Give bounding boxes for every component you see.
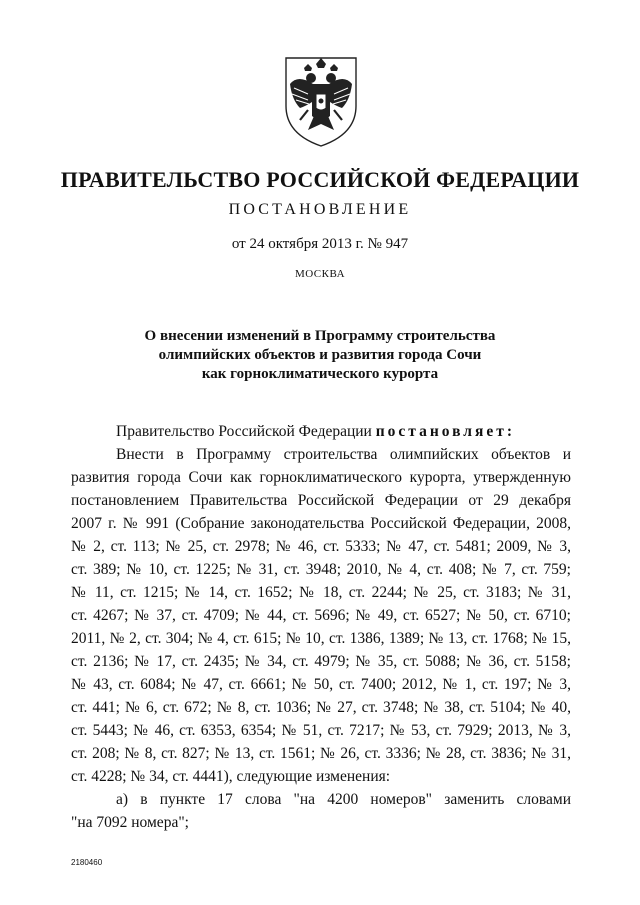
heading-line: как горноклиматического курорта: [201, 366, 439, 382]
body-line: № 11, ст. 1215; № 14, ст. 1652; № 18, ст. 2244; № 25, ст. 3183; № 31,: [71, 584, 571, 601]
body-line: ст. 441; № 6, ст. 672; № 8, ст. 1036; № 27, ст. 3748; № 38, ст. 5104; № 40,: [71, 699, 571, 716]
body-line: ст. 389; № 10, ст. 1225; № 31, ст. 3948; 2010, № 4, ст. 408; № 7, ст. 759;: [71, 561, 571, 578]
heading-line: олимпийских объектов и развития города Сочи: [158, 347, 482, 363]
coat-of-arms-emblem: [278, 54, 364, 150]
document-type: ПОСТАНОВЛЕНИЕ: [228, 201, 412, 218]
heading-line: О внесении изменений в Программу строительства: [144, 328, 496, 344]
government-title: ПРАВИТЕЛЬСТВО РОССИЙСКОЙ ФЕДЕРАЦИИ: [60, 167, 580, 192]
body-line: № 2, ст. 113; № 25, ст. 2978; № 46, ст. 5333; № 47, ст. 5481; 2009, № 3,: [71, 538, 571, 555]
body-line: ст. 2136; № 17, ст. 2435; № 34, ст. 4979; № 35, ст. 5088; № 36, ст. 5158;: [71, 653, 571, 670]
decree-verb: постановляет:: [375, 423, 516, 440]
body-line: Внести в Программу строительства олимпийских объектов и: [116, 446, 571, 463]
amendment-item-a: а) в пункте 17 слова "на 4200 номеров" заменить словами: [116, 791, 571, 808]
body-line: постановлением Правительства Российской Федерации от 29 декабря: [71, 492, 571, 509]
document-city: МОСКВА: [294, 268, 346, 280]
document-heading: [100, 327, 540, 384]
body-line: ст. 208; № 8, ст. 827; № 13, ст. 1561; № 26, ст. 3336; № 28, ст. 3836; № 31,: [71, 745, 571, 762]
body-line: 2007 г. № 991 (Собрание законодательства Российской Федерации, 2008,: [71, 515, 571, 532]
body-line: "на 7092 номера";: [71, 814, 189, 831]
decree-intro: [116, 423, 616, 441]
body-line: № 43, ст. 6084; № 47, ст. 6661; № 50, ст. 7400; 2012, № 1, ст. 197; № 3,: [71, 676, 571, 693]
body-line: развития города Сочи как горноклиматического курорта, утвержденную: [71, 469, 571, 486]
document-date-number: от 24 октября 2013 г. № 947: [231, 236, 409, 252]
body-line: 2011, № 2, ст. 304; № 4, ст. 615; № 10, ст. 1386, 1389; № 13, ст. 1768; № 15,: [71, 630, 571, 647]
body-line: ст. 4267; № 37, ст. 4709; № 44, ст. 5696; № 49, ст. 6527; № 50, ст. 6710;: [71, 607, 571, 624]
footer-code: 2180460: [71, 858, 103, 867]
decree-intro-prefix: Правительство Российской Федерации: [116, 423, 376, 440]
body-line: ст. 5443; № 46, ст. 6353, 6354; № 51, ст. 7217; № 53, ст. 7929; 2013, № 3,: [71, 722, 571, 739]
body-line: ст. 4228; № 34, ст. 4441), следующие изменения:: [71, 768, 391, 785]
